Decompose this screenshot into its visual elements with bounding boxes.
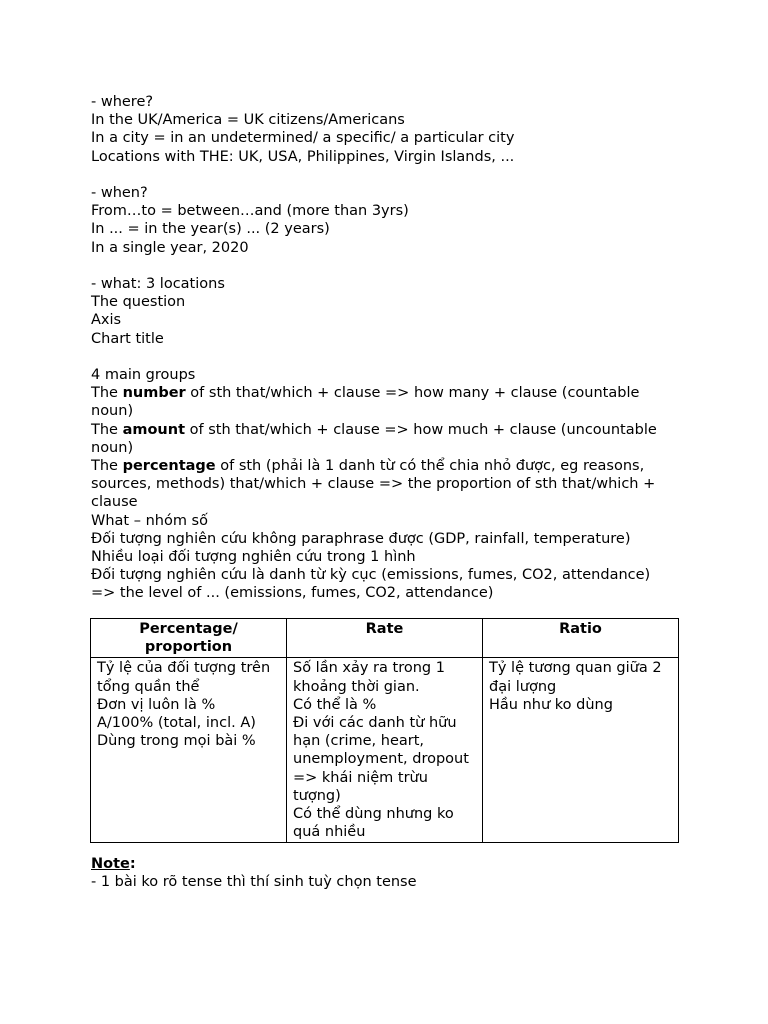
group-percentage-pre: The <box>91 458 123 475</box>
spacer <box>91 257 681 275</box>
cell-line: Đi với các danh từ hữu hạn (crime, heart, unemployment, dropout => khái niệm trừu tượng) <box>293 715 469 804</box>
group-extra-line: Đối tượng nghiên cứu là danh từ kỳ cục (emissions, fumes, CO2, attendance) <box>91 567 651 584</box>
note-heading <box>91 855 681 873</box>
note-colon: : <box>129 856 136 872</box>
cell-line: Dùng trong mọi bài % <box>97 733 256 750</box>
group-extra-line: Đối tượng nghiên cứu không paraphrase được (GDP, rainfall, temperature) <box>91 530 631 547</box>
header-rate: Rate <box>287 619 483 658</box>
cell-line: Tỷ lệ tương quan giữa 2 đại lượng <box>489 660 662 695</box>
group-amount-post: of sth that/which + clause => how much + clause (uncountable noun) <box>91 421 657 456</box>
group-extra-line: What – nhóm số <box>91 512 208 529</box>
notes-body <box>91 93 681 603</box>
group-percentage-post: of sth (phải là 1 danh từ có thể chia nhỏ được, eg reasons, sources, methods) that/which + clause => the proportion of sth that/which + clause <box>91 458 656 511</box>
what-line: Axis <box>91 312 122 329</box>
what-line: The question <box>91 294 186 311</box>
group-amount <box>91 421 681 457</box>
where-line: In a city = in an undetermined/ a specific/ a particular city <box>91 130 515 147</box>
table-header-row <box>91 619 679 658</box>
cell-rate <box>287 658 483 843</box>
cell-line: Có thể dùng nhưng ko quá nhiều <box>293 806 454 841</box>
cell-line: Số lần xảy ra trong 1 khoảng thời gian. <box>293 660 445 695</box>
group-extra-line: Nhiều loại đối tượng nghiên cứu trong 1 hình <box>91 549 416 566</box>
cell-percentage <box>91 658 287 843</box>
group-number <box>91 384 681 420</box>
note-title: Note <box>91 856 130 872</box>
what-heading: - what: 3 locations <box>91 276 225 292</box>
group-percentage <box>91 457 681 512</box>
spacer <box>91 348 681 366</box>
group-percentage-keyword: percentage <box>122 458 216 475</box>
groups-heading: 4 main groups <box>91 367 196 383</box>
where-heading: - where? <box>91 94 154 110</box>
spacer <box>91 166 681 184</box>
when-line: In a single year, 2020 <box>91 239 249 256</box>
what-line: Chart title <box>91 330 164 347</box>
where-line: In the UK/America = UK citizens/Americans <box>91 112 405 129</box>
group-number-pre: The <box>91 385 123 402</box>
when-line: From…to = between…and (more than 3yrs) <box>91 203 409 220</box>
note-line: - 1 bài ko rõ tense thì thí sinh tuỳ chọn tense <box>91 874 417 891</box>
cell-line: Tỷ lệ của đối tượng trên tổng quần thể <box>97 660 271 695</box>
note-section <box>91 855 681 891</box>
group-number-post: of sth that/which + clause => how many + clause (countable noun) <box>91 385 640 420</box>
cell-line: Hầu như ko dùng <box>489 696 613 713</box>
cell-line: Có thể là % <box>293 696 377 713</box>
comparison-table <box>90 618 679 843</box>
table-row <box>91 658 679 843</box>
where-line: Locations with THE: UK, USA, Philippines, Virgin Islands, ... <box>91 148 515 165</box>
header-ratio: Ratio <box>483 619 679 658</box>
cell-ratio <box>483 658 679 843</box>
cell-line: Đơn vị luôn là % <box>97 696 216 713</box>
group-amount-pre: The <box>91 421 123 438</box>
group-extra-line: => the level of ... (emissions, fumes, CO2, attendance) <box>91 585 494 602</box>
group-number-keyword: number <box>122 385 186 402</box>
when-line: In ... = in the year(s) ... (2 years) <box>91 221 330 238</box>
header-percentage: Percentage/ proportion <box>91 619 287 658</box>
when-heading: - when? <box>91 185 148 201</box>
group-amount-keyword: amount <box>122 421 186 438</box>
cell-line: A/100% (total, incl. A) <box>97 715 256 732</box>
